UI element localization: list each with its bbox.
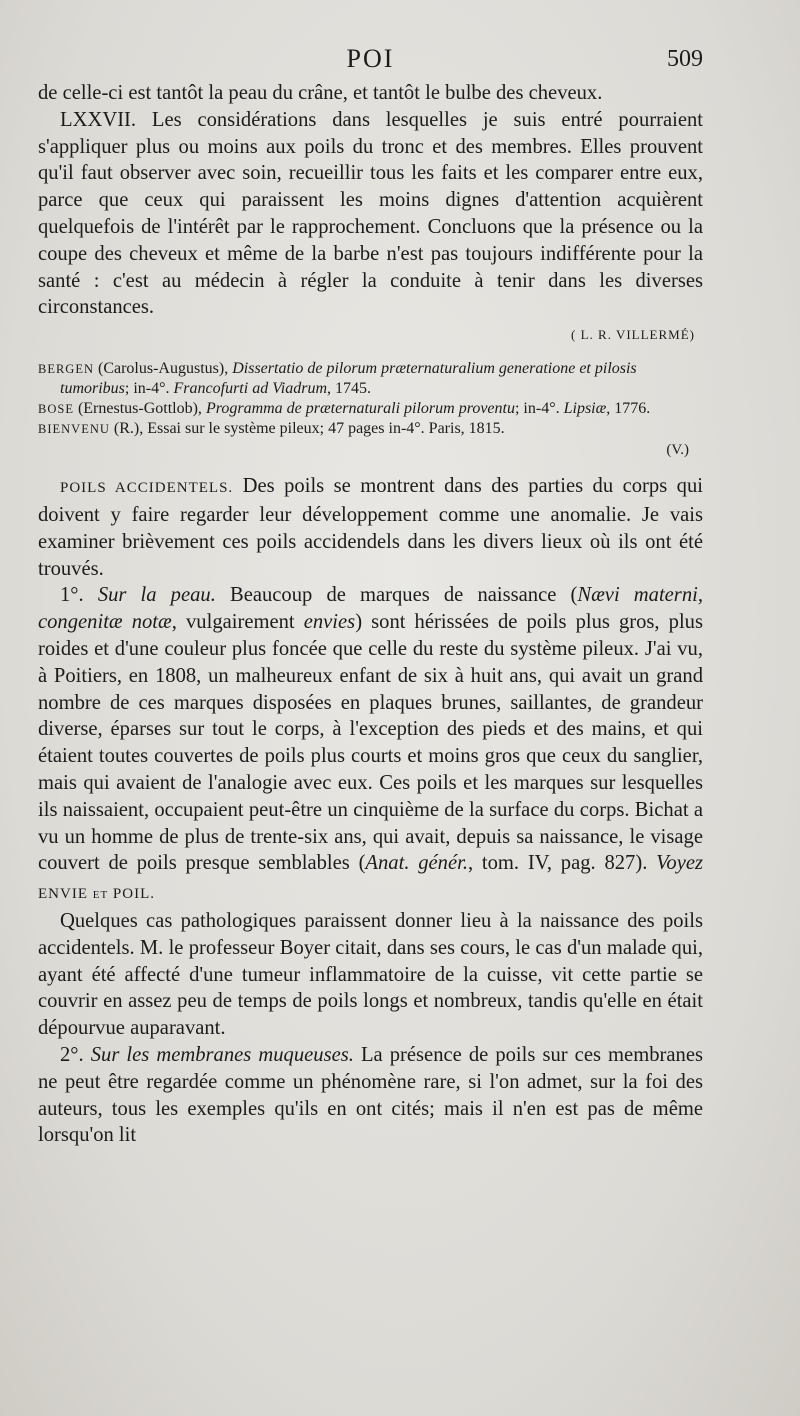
bib-place: Francofurti ad Viadrum: [173, 380, 328, 398]
page-number: 509: [667, 46, 703, 72]
page-header: [38, 44, 703, 80]
author-signature: ( L. R. VILLERMÉ): [571, 327, 695, 343]
paragraph-text: Quelques cas pathologiques paraissent donner lieu à la naissance des poils accidentels. M. le professeur Boyer citait, dans ses cours, le cas d'un malade qui, ayant été affecté d'une tumeur inflammatoire de la cuisse, vit cette partie se couvrir en assez peu de temps de poils longs et nombreux, tandis qu'elle en était dépourvue auparavant.: [38, 909, 703, 1040]
bib-year: , 1776.: [606, 400, 651, 418]
latin-term: Nævi materni, congenitæ notæ: [38, 584, 703, 634]
bib-names: (Carolus-Augustus),: [94, 360, 233, 378]
bib-format: ; in-4°.: [124, 380, 174, 398]
bib-author: BERGEN: [38, 362, 94, 377]
item-number: 1°.: [60, 584, 98, 607]
bibliography-entry: [38, 359, 695, 399]
paragraph-lxxvii: [38, 107, 703, 321]
paragraph-continuation: [38, 80, 703, 107]
bibliography-entry: [38, 399, 695, 419]
bib-title: Programma de præternaturali pilorum proventu: [205, 400, 515, 418]
section-intro: [38, 473, 703, 582]
item-text: Beaucoup de marques de naissance (: [215, 584, 578, 607]
voyez-label: Voyez: [656, 852, 703, 875]
item-sur-la-peau: [38, 582, 703, 908]
paragraph-text: Les considérations dans lesquelles je suis entré pourraient s'appliquer plus ou moins aux poils du tronc et des membres. Elles prouvent qu'il faut observer avec soin, recueillir tous les faits et les comparer entre eux, parce que ceux qui paraissent les moins dignes d'attention acquièrent quelquefois de l'intérêt par le rapprochement. Concluons que la présence ou la coupe des cheveux et même de la barbe n'est pas toujours indifférente pour la santé : c'est au médecin à régler la conduite à tenir dans les diverses circonstances.: [38, 108, 703, 319]
section-intro-text: Des poils se montrent dans des parties du corps qui doivent y faire regarder leur développement comme une anomalie. Je vais examiner brièvement ces poils accidendels dans les divers lieux où ils ont été trouvés.: [38, 475, 704, 580]
section-heading: POILS ACCIDENTELS.: [60, 480, 234, 497]
item-title: Sur les membranes muqueuses.: [90, 1043, 354, 1066]
item-title: Sur la peau.: [97, 584, 216, 607]
running-head: POI: [346, 44, 395, 73]
bib-names: (R.),: [109, 420, 148, 438]
paragraph-numeral: LXXVII.: [60, 108, 137, 131]
term-envies: envies: [303, 611, 356, 634]
cross-reference: ENVIE et POIL.: [38, 886, 156, 903]
bib-year: , 1745.: [327, 380, 372, 398]
item-text: ) sont hérissées de poils plus gros, plus roides et d'une couleur plus foncée que celle du reste du système pileux. J'ai vu, à Poitiers, en 1808, un malheureux enfant de six à huit ans, qui avait un grand nombre de ces marques disposées en plaques brunes, saillantes, de grandeur diverse, éparses sur tout le corps, à l'exception des pieds et des mains, et qui étaient toutes couvertes de poils plus courts et moins gros que ceux du sanglier, mais qui avaient de l'analogie avec eux. Ces poils et les marques sur lesquelles ils naissaient, occupaient peut-être un cinquième de la surface du corps. Bichat a vu un homme de plus de trente-six ans, qui avait, depuis sa naissance, le visage couvert de poils presque semblables (: [38, 611, 703, 875]
bib-format: ; in-4°.: [514, 400, 564, 418]
page-content: [38, 44, 703, 1149]
paragraph-text: de celle-ci est tantôt la peau du crâne, et tantôt le bulbe des cheveux.: [38, 82, 603, 104]
item-number: 2°.: [60, 1043, 91, 1066]
bib-format: Essai sur le système pileux; 47 pages in-4°. Paris, 1815.: [147, 420, 505, 438]
bib-title: Dissertatio de pilorum præternaturalium generatione et pilosis tumoribus: [60, 360, 637, 398]
bib-author: BOSE: [38, 402, 74, 417]
paragraph-pathological-cases: [38, 908, 703, 1042]
item-text: , vulgairement: [171, 611, 304, 634]
bib-names: (Ernestus-Gottlob),: [73, 400, 206, 418]
bib-place: Lipsiæ: [563, 400, 607, 418]
item-membranes-muqueuses: [38, 1042, 703, 1149]
author-signature-initial: (V.): [666, 442, 689, 459]
bibliography: [38, 359, 703, 439]
item-text: , tom. IV, pag. 827).: [467, 852, 657, 875]
bib-author: BIENVENU: [38, 422, 110, 437]
reference-title: Anat. génér.: [365, 852, 468, 875]
bibliography-entry: [38, 419, 695, 439]
item-text: La présence de poils sur ces membranes ne peut être regardée comme un phénomène rare, si l'on admet, sur la foi des auteurs, tous les exemples qu'ils en ont cités; mais il n'en est pas de même lorsqu'on lit: [38, 1043, 703, 1147]
